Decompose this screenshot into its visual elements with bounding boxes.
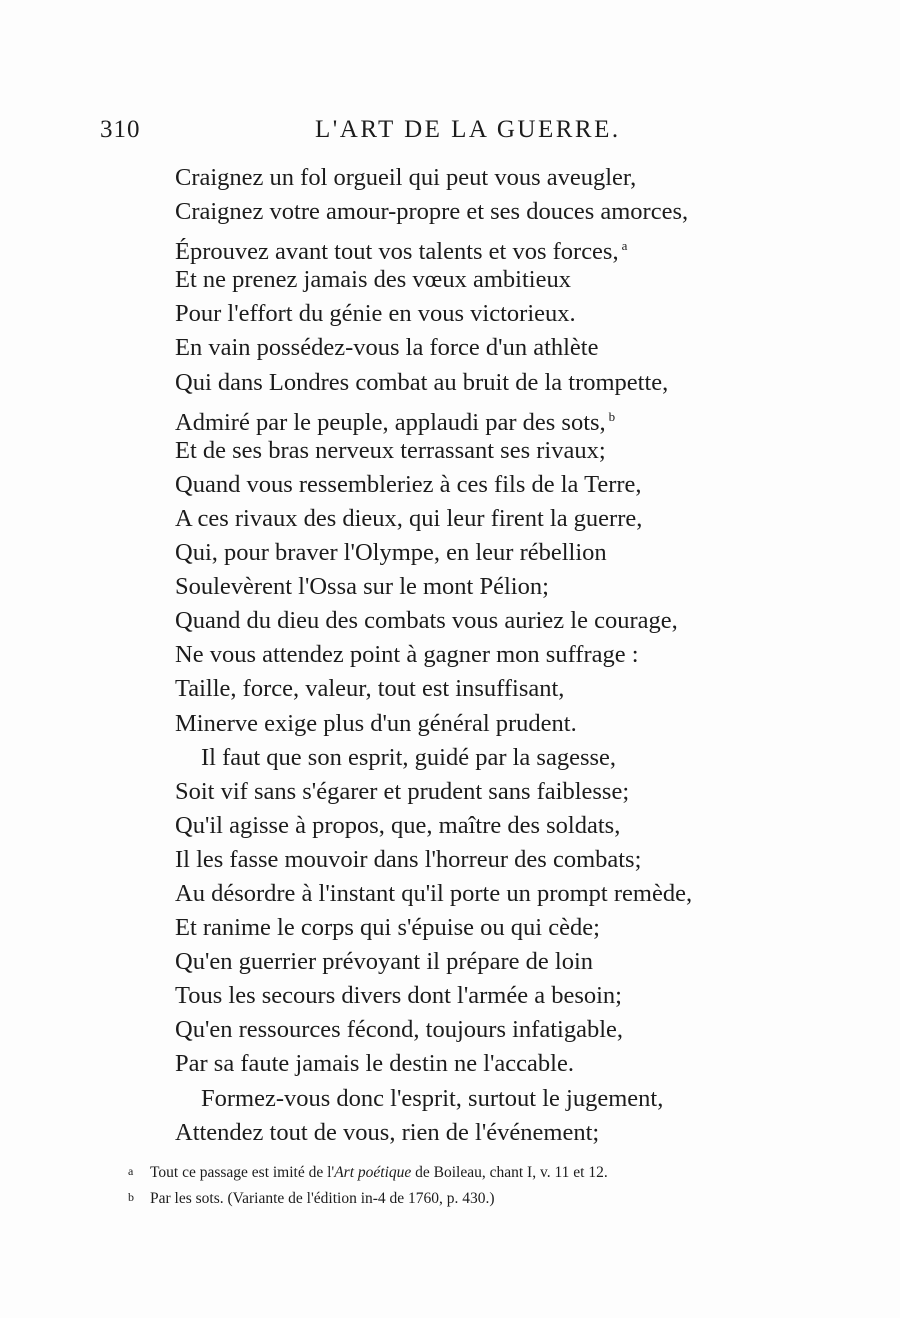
- running-title: L'ART DE LA GUERRE.: [315, 116, 621, 143]
- verse-line: Tous les secours divers dont l'armée a besoin;: [175, 982, 622, 1010]
- verse-line: Qu'en guerrier prévoyant il prépare de loin: [175, 948, 594, 976]
- verse-line: Et ne prenez jamais des vœux ambitieux: [175, 266, 571, 294]
- verse-line-stanza-start: Il faut que son esprit, guidé par la sagesse,: [201, 743, 617, 771]
- footnote-reference-a[interactable]: a: [621, 238, 628, 254]
- verse-line-stanza-start: Formez-vous donc l'esprit, surtout le jugement,: [201, 1084, 664, 1112]
- verse-line: Qui, pour braver l'Olympe, en leur rébellion: [175, 539, 607, 567]
- footnote-reference-b[interactable]: b: [608, 408, 616, 424]
- poem-text: [175, 161, 815, 1150]
- footnotes: [128, 1158, 808, 1210]
- verse-line: Soit vif sans s'égarer et prudent sans faiblesse;: [175, 777, 630, 805]
- verse-line: Attendez tout de vous, rien de l'événement;: [175, 1118, 600, 1146]
- verse-line: Admiré par le peuple, applaudi par des sots, $^b$: [175, 408, 616, 436]
- verse-line: Et ranime le corps qui s'épuise ou qui cède;: [175, 914, 600, 942]
- verse-line: Au désordre à l'instant qu'il porte un prompt remède,: [175, 879, 693, 907]
- verse-line: Quand du dieu des combats vous auriez le courage,: [175, 607, 678, 635]
- verse-line: Pour l'effort du génie en vous victorieux.: [175, 300, 576, 328]
- verse-line: Quand vous ressembleriez à ces fils de la Terre,: [175, 470, 642, 498]
- footnote-marker: b: [128, 1190, 134, 1204]
- verse-line: Qui dans Londres combat au bruit de la trompette,: [175, 368, 669, 396]
- verse-line: Craignez votre amour-propre et ses douces amorces,: [175, 198, 689, 226]
- verse-line: Il les fasse mouvoir dans l'horreur des combats;: [175, 845, 642, 873]
- verse-line: Craignez un fol orgueil qui peut vous aveugler,: [175, 164, 637, 191]
- verse-line: En vain possédez-vous la force d'un athlète: [175, 334, 599, 362]
- footnote-a: a Tout ce passage est imité de l'Art poétique de Boileau, chant I, v. 11 et 12.: [128, 1158, 808, 1184]
- verse-line: Éprouvez avant tout vos talents et vos forces, $^a$: [175, 238, 628, 266]
- verse-line: Qu'il agisse à propos, que, maître des soldats,: [175, 811, 621, 839]
- verse-line: Par sa faute jamais le destin ne l'accable.: [175, 1050, 574, 1078]
- footnote-b: b Par les sots. (Variante de l'édition in-4 de 1760, p. 430.): [128, 1184, 808, 1210]
- page-number: 310: [100, 116, 141, 143]
- work-title: Art poétique: [334, 1164, 412, 1181]
- verse-line: Taille, force, valeur, tout est insuffisant,: [175, 675, 565, 703]
- verse-line: Et de ses bras nerveux terrassant ses rivaux;: [175, 436, 606, 464]
- verse-line: Soulevèrent l'Ossa sur le mont Pélion;: [175, 573, 549, 601]
- verse-line: Minerve exige plus d'un général prudent.: [175, 709, 577, 737]
- page-header: [100, 116, 660, 148]
- verse-line: Qu'en ressources fécond, toujours infatigable,: [175, 1016, 623, 1044]
- verse-line: A ces rivaux des dieux, qui leur firent la guerre,: [175, 504, 643, 532]
- verse-line: Ne vous attendez point à gagner mon suffrage :: [175, 641, 639, 669]
- footnote-marker: a: [128, 1164, 134, 1178]
